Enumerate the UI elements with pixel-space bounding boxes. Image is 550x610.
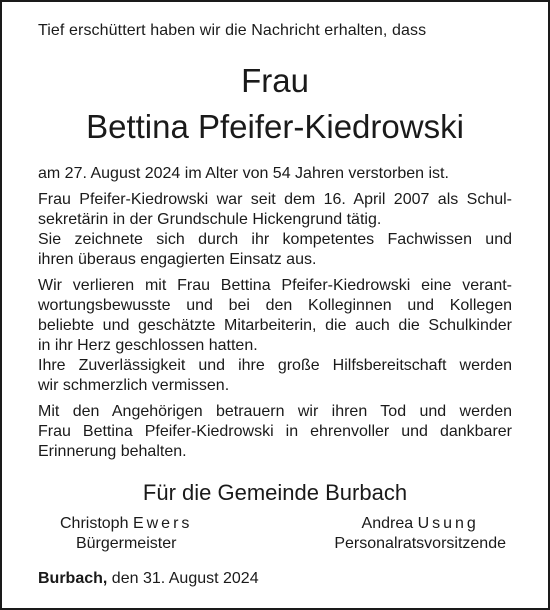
paragraph-death-date [38, 164, 512, 184]
text-line: Ihre Zuverlässigkeit und ihre große Hilfsbereitschaft werden [38, 357, 512, 374]
text-line: wortungsbewusste und bei den Kolleginnen und Kollegen [38, 297, 512, 314]
paragraph-mourning [38, 402, 512, 462]
paragraph-tribute [38, 276, 512, 396]
paragraph-employment [38, 190, 512, 270]
text-line: Erinnerung behalten. [38, 443, 187, 460]
signer-role: Personalratsvorsitzende [334, 535, 506, 552]
text-line: Mit den Angehörigen betrauern wir ihren Tod und werden [38, 403, 512, 420]
notice-body [38, 164, 512, 468]
text-line: Frau Bettina Pfeifer-Kiedrowski in ehrenvoller und dankbarer [38, 423, 512, 440]
text-line: in ihr Herz geschlossen hatten. [38, 337, 258, 354]
signer-last-name: Usung [417, 515, 479, 532]
text-line: Wir verlieren mit Frau Bettina Pfeifer-Kiedrowski eine verant- [38, 277, 512, 294]
text-line: am 27. August 2024 im Alter von 54 Jahren verstorben ist. [38, 165, 449, 182]
signer-staff-council [334, 514, 506, 554]
signer-first-name: Andrea [361, 515, 414, 532]
signer-name [334, 514, 506, 534]
footer-place: Burbach, [38, 570, 108, 587]
intro-text: Tief erschüttert haben wir die Nachricht erhalten, dass [38, 22, 427, 39]
text-line: Frau Pfeifer-Kiedrowski war seit dem 16. April 2007 als Schul- [38, 191, 512, 208]
text-line: sekretärin in der Grundschule Hickengrund tätig. [38, 211, 382, 228]
signer-last-name: Ewers [132, 515, 193, 532]
text-line: beliebte und geschätzte Mitarbeiterin, die auch die Schulkinder [38, 317, 512, 334]
signers [38, 514, 512, 554]
signer-mayor [60, 514, 192, 554]
salutation: Frau [241, 62, 309, 99]
place-date-line [38, 570, 259, 588]
text-line: wir schmerzlich vermissen. [38, 377, 230, 394]
footer-date: den 31. August 2024 [111, 570, 259, 587]
signer-name [60, 514, 192, 534]
text-line: Sie zeichnete sich durch ihr kompetentes Fachwissen und [38, 231, 512, 248]
signature-heading: Für die Gemeinde Burbach [142, 480, 408, 505]
signer-first-name: Christoph [60, 515, 129, 532]
text-line: ihren überaus engagierten Einsatz aus. [38, 251, 317, 268]
deceased-name: Bettina Pfeifer-Kiedrowski [86, 108, 464, 145]
signer-role: Bürgermeister [75, 535, 177, 552]
